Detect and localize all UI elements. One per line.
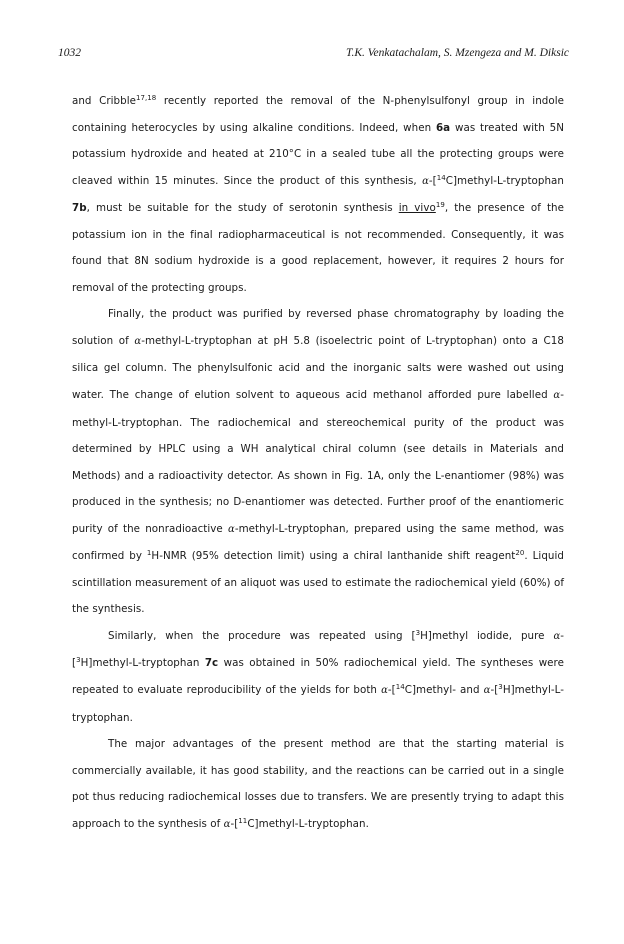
isotope-mass: 3 (76, 656, 81, 665)
paragraph-4: The major advantages of the present method are that the starting material is commercially available, it has good stability, and the reactions can be carried out in a single pot thus reducing radiochemical losses due to transfers. We are presently trying to adapt this approach to the synthesis of α-[$^{11}$C]methyl-L-tryptophan. (72, 738, 564, 830)
isotope-mass: 1 (146, 549, 152, 558)
paragraph-3: Similarly, when the procedure was repeated using [$^3$H]methyl iodide, pure α-[$^3$H]methyl-L-tryptophan 7c was obtained in 50% radiochemical yield. The syntheses were repeated to evaluate reproducibility of the yields for both α-[$^{14}$C]methyl- and α-[$^3$H]methyl-L-tryptophan. (72, 628, 565, 724)
isotope-mass: 3 (415, 628, 421, 637)
isotope-mass: 14 (436, 173, 446, 182)
compound-label: 6a (435, 121, 451, 134)
running-head-authors: T.K. Venkatachalam, S. Mzengeza and M. Diksic (345, 47, 569, 59)
citation-ref: 19 (435, 201, 445, 210)
in-vivo-term: in vivo (398, 202, 436, 215)
compound-label: 7c (204, 657, 219, 670)
isotope-mass: 3 (498, 683, 503, 692)
isotope-mass: 11 (238, 816, 248, 825)
paragraph-2: Finally, the product was purified by reversed phase chromatography by loading the solution of α-methyl-L-tryptophan at pH 5.8 (isoelectric point of L-tryptophan) onto a C18 silica gel column. The phenylsulfonic acid and the inorganic salts were washed out using water. The change of elution solvent to aqueous acid methanol afforded pure labelled α-methyl-L-tryptophan. The radiochemical and stereochemical purity of the product was determined by HPLC using a WH analytical chiral column (see details in Materials and Methods) and a radioactivity detector. As shown in Fig. 1A, only the L-enantiomer (98%) was produced in the synthesis; no D-enantiomer was detected. Further proof of the enantiomeric purity of the nonradioactive α-methyl-L-tryptophan, prepared using the same method, was confirmed by $^1$H-NMR (95% detection limit) using a chiral lanthanide shift reagent$^{20}$. Liquid scintillation measurement of an aliquot was used to estimate the radiochemical yield (60%) of the synthesis. (72, 308, 564, 616)
compound-label: 7b (72, 202, 87, 215)
citation-ref: 20 (515, 549, 525, 558)
paragraph-1: and Cribble$^{17,18}$ recently reported the removal of the N-phenylsulfonyl group in indole containing heterocycles by using alkaline conditions. Indeed, when 6a was treated with 5N potassium hydroxide and heated at 210°C in a sealed tube all the protecting groups were cleaved within 15 minutes. Since the product of this synthesis, α-[$^{14}$C]methyl-L-tryptophan 7b, must be suitable for the study of serotonin synthesis in vivo$^{19}$, the presence of the potassium ion in the final radiopharmaceutical is not recommended. Consequently, it was found that 8N sodium hydroxide is a good replacement, however, it requires 2 hours for removal of the protecting groups. (72, 94, 564, 294)
isotope-mass: 14 (395, 683, 405, 692)
page-number: 1032 (58, 47, 81, 59)
body-text (72, 88, 564, 838)
running-header (58, 47, 569, 65)
citation-ref: 17,18 (136, 94, 157, 102)
